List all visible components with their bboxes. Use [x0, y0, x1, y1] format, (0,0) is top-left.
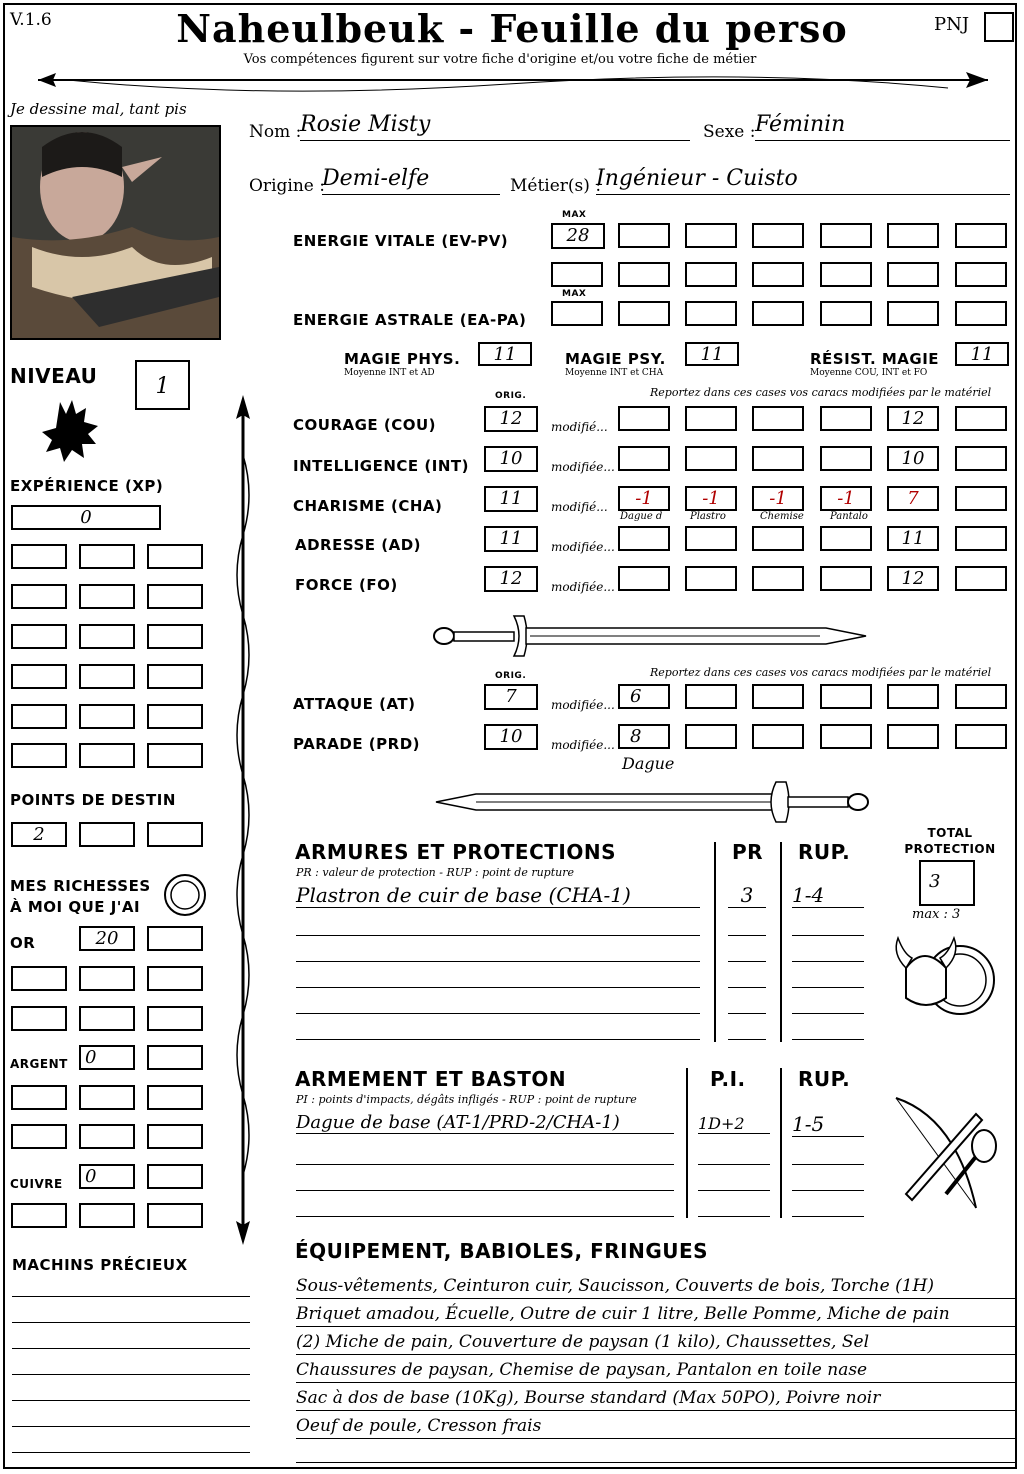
ev-box[interactable] [887, 262, 939, 287]
magie-psy-note: Moyenne INT et CHA [565, 368, 664, 378]
metier-label: Métier(s) : [510, 176, 602, 196]
attaque-mod-box[interactable] [887, 684, 939, 709]
cuivre-box[interactable] [11, 1203, 67, 1228]
charisme-mod-box[interactable]: -1 [752, 486, 804, 511]
weapon-line[interactable] [698, 1164, 770, 1165]
vertical-spear-icon [228, 395, 258, 1245]
weapon-line[interactable] [698, 1190, 770, 1191]
destin-box[interactable] [79, 822, 135, 847]
charisme-mod-box[interactable]: -1 [618, 486, 670, 511]
equipment-line[interactable]: Sac à dos de base (10Kg), Bourse standard (Max 50PO), Poivre noir [296, 1386, 1016, 1411]
armor-item[interactable]: Plastron de cuir de base (CHA-1) [296, 883, 700, 908]
charisme-mod-box[interactable]: -1 [685, 486, 737, 511]
weapons-divider [780, 1068, 782, 1218]
xp-label: EXPÉRIENCE (XP) [10, 477, 164, 495]
weapon-line[interactable] [296, 1164, 674, 1165]
ea-box[interactable] [618, 301, 670, 326]
xp-tally-box[interactable] [11, 664, 67, 689]
force-mod-box[interactable] [618, 566, 670, 591]
destin-box[interactable]: 2 [11, 822, 67, 847]
armor-note: PR : valeur de protection - RUP : point de rupture [296, 866, 574, 879]
cuivre-box[interactable]: 0 [79, 1164, 135, 1189]
parade-mod-box[interactable] [685, 724, 737, 749]
pnj-checkbox[interactable] [984, 12, 1014, 42]
ev-box[interactable] [752, 223, 804, 248]
machins-label: MACHINS PRÉCIEUX [12, 1256, 188, 1274]
argent-box[interactable] [11, 1124, 67, 1149]
weapon-line[interactable] [792, 1216, 864, 1217]
machins-line[interactable] [12, 1426, 250, 1427]
sexe-label: Sexe : [703, 122, 756, 142]
adresse-mod-box[interactable] [820, 526, 872, 551]
xp-tally-box[interactable] [147, 664, 203, 689]
cha-mod-note: Pantalo [830, 511, 868, 522]
courage-mod-box[interactable] [820, 406, 872, 431]
attaque-orig-box[interactable]: 7 [484, 684, 538, 710]
cuivre-box[interactable] [147, 1203, 203, 1228]
parade-mod-label: modifiée... [551, 738, 615, 752]
combat-report-note: Reportez dans ces cases vos caracs modifiées par le matériel [650, 666, 992, 679]
portrait-frame [10, 125, 221, 340]
ea-label: ENERGIE ASTRALE (EA-PA) [293, 311, 527, 329]
courage-orig-box[interactable]: 12 [484, 406, 538, 432]
weapon-line[interactable] [792, 1164, 864, 1165]
adresse-final-box[interactable]: 11 [887, 526, 939, 551]
or-box[interactable] [147, 966, 203, 991]
total-protection-label-2: PROTECTION [904, 842, 996, 856]
intelligence-mod-box[interactable] [618, 446, 670, 471]
equipment-line[interactable]: Oeuf de poule, Cresson frais [296, 1414, 1016, 1439]
xp-tally-box[interactable] [147, 704, 203, 729]
richesses-label-2: À MOI QUE J'AI [10, 898, 141, 916]
charisme-mod-box[interactable] [955, 486, 1007, 511]
equipment-line[interactable]: Sous-vêtements, Ceinturon cuir, Saucisson, Couverts de bois, Torche (1H) [296, 1274, 1016, 1299]
armor-pr-label: PR [732, 840, 764, 864]
argent-label: ARGENT [10, 1057, 68, 1071]
armor-line[interactable] [792, 987, 864, 988]
intelligence-orig-box[interactable]: 10 [484, 446, 538, 472]
xp-tally-box[interactable] [147, 584, 203, 609]
machins-line[interactable] [12, 1374, 250, 1375]
charisme-orig-box[interactable]: 11 [484, 486, 538, 512]
xp-tally-box[interactable] [11, 544, 67, 569]
machins-line[interactable] [12, 1322, 250, 1323]
intelligence-mod-box[interactable] [685, 446, 737, 471]
combat-orig-label: ORIG. [495, 671, 527, 681]
parade-orig-box[interactable]: 10 [484, 724, 538, 750]
argent-box[interactable] [147, 1085, 203, 1110]
xp-tally-box[interactable] [79, 664, 135, 689]
armor-line[interactable] [296, 987, 700, 988]
niveau-label: NIVEAU [10, 364, 98, 388]
courage-final-box[interactable]: 12 [887, 406, 939, 431]
adresse-mod-box[interactable] [955, 526, 1007, 551]
ea-max-label: MAX [562, 289, 587, 299]
portrait-image [12, 127, 219, 338]
weapon-line[interactable] [792, 1190, 864, 1191]
armor-line[interactable] [728, 1013, 766, 1014]
parade-mod-box[interactable] [820, 724, 872, 749]
argent-box[interactable] [79, 1124, 135, 1149]
argent-box[interactable] [79, 1085, 135, 1110]
or-box[interactable] [147, 926, 203, 951]
armor-line[interactable] [296, 1013, 700, 1014]
parade-mod-box[interactable] [955, 724, 1007, 749]
niveau-box[interactable]: 1 [135, 360, 190, 410]
adresse-mod-label: modifiée... [551, 540, 615, 554]
adresse-mod-box[interactable] [752, 526, 804, 551]
cuivre-box[interactable] [79, 1203, 135, 1228]
armor-pr-value[interactable]: 3 [728, 883, 766, 908]
xp-tally-box[interactable] [79, 584, 135, 609]
equipment-title: ÉQUIPEMENT, BABIOLES, FRINGUES [295, 1239, 709, 1263]
ea-box[interactable] [955, 301, 1007, 326]
ev-box[interactable] [887, 223, 939, 248]
nom-label: Nom : [249, 122, 302, 142]
ev-label: ENERGIE VITALE (EV-PV) [293, 232, 509, 250]
coin-icon [162, 872, 208, 918]
xp-tally-box[interactable] [147, 544, 203, 569]
ea-max-box[interactable] [551, 301, 603, 326]
xp-tally-box[interactable] [79, 624, 135, 649]
ev-box[interactable] [618, 262, 670, 287]
courage-mod-box[interactable] [618, 406, 670, 431]
equipment-line[interactable] [296, 1462, 1016, 1463]
or-box[interactable] [147, 1006, 203, 1031]
armor-line[interactable] [728, 935, 766, 936]
argent-box[interactable] [11, 1085, 67, 1110]
courage-mod-box[interactable] [955, 406, 1007, 431]
magie-phys-box[interactable]: 11 [478, 342, 532, 366]
helmet-shield-icon [888, 928, 998, 1024]
charisme-label: CHARISME (CHA) [293, 497, 443, 515]
armor-line[interactable] [792, 1013, 864, 1014]
weapons-pi-label: P.I. [710, 1067, 746, 1091]
attaque-mod-label: modifiée... [551, 698, 615, 712]
ev-max-box[interactable]: 28 [551, 223, 605, 249]
or-label: OR [10, 934, 36, 952]
ev-box[interactable] [752, 262, 804, 287]
destin-label: POINTS DE DESTIN [10, 791, 176, 809]
argent-box[interactable]: 0 [79, 1045, 135, 1070]
weapon-line[interactable] [698, 1216, 770, 1217]
armor-title: ARMURES ET PROTECTIONS [295, 840, 616, 864]
intelligence-label: INTELLIGENCE (INT) [293, 457, 469, 475]
parade-mod-box[interactable] [887, 724, 939, 749]
armor-line[interactable] [296, 961, 700, 962]
magie-psy-label: MAGIE PSY. [565, 350, 666, 368]
nom-field[interactable]: Rosie Misty [300, 112, 690, 141]
charisme-final-box[interactable]: 7 [887, 486, 939, 511]
force-orig-box[interactable]: 12 [484, 566, 538, 592]
attaque-mod-box[interactable]: 6 [618, 684, 670, 709]
ev-max-label: MAX [562, 210, 587, 220]
armor-rup-label: RUP. [798, 840, 851, 864]
cha-mod-note: Plastro [690, 511, 726, 522]
ev-box[interactable] [685, 262, 737, 287]
machins-line[interactable] [12, 1348, 250, 1349]
armor-line[interactable] [792, 1039, 864, 1040]
machins-line[interactable] [12, 1400, 250, 1401]
armor-rup-value[interactable]: 1-4 [792, 883, 864, 908]
force-mod-box[interactable] [685, 566, 737, 591]
ev-box[interactable] [955, 223, 1007, 248]
adresse-orig-box[interactable]: 11 [484, 526, 538, 552]
machins-line[interactable] [12, 1296, 250, 1297]
parade-mod-box[interactable]: 8 [618, 724, 670, 749]
ev-box[interactable] [820, 223, 872, 248]
ev-box[interactable] [820, 262, 872, 287]
armor-line[interactable] [728, 961, 766, 962]
sheet-subtitle: Vos compétences figurent sur votre fiche d'origine et/ou votre fiche de métier [243, 52, 757, 67]
adresse-mod-box[interactable] [685, 526, 737, 551]
weapons-icon [886, 1094, 1002, 1214]
attaque-mod-box[interactable] [820, 684, 872, 709]
equipment-line[interactable]: Briquet amadou, Écuelle, Outre de cuir 1 litre, Belle Pomme, Miche de pain [296, 1302, 1016, 1327]
weapon-line[interactable] [296, 1190, 674, 1191]
xp-tally-box[interactable] [147, 624, 203, 649]
attaque-mod-box[interactable] [752, 684, 804, 709]
total-protection-max: max : 3 [912, 907, 961, 922]
weapon-pi-value[interactable]: 1D+2 [698, 1114, 770, 1134]
courage-mod-label: modifié... [551, 420, 608, 434]
weapons-note: PI : points d'impacts, dégâts infligés - RUP : point de rupture [296, 1093, 637, 1106]
dragon-icon [40, 392, 106, 464]
equipment-line[interactable]: Chaussures de paysan, Chemise de paysan, Pantalon en toile nase [296, 1358, 1016, 1383]
armor-divider [714, 842, 716, 1042]
resist-magie-note: Moyenne COU, INT et FO [810, 368, 928, 378]
argent-box[interactable] [147, 1124, 203, 1149]
charisme-mod-box[interactable]: -1 [820, 486, 872, 511]
armor-line[interactable] [728, 1039, 766, 1040]
ea-box[interactable] [685, 301, 737, 326]
adresse-mod-box[interactable] [618, 526, 670, 551]
magie-phys-label: MAGIE PHYS. [344, 350, 461, 368]
sheet-title: Naheulbeuk - Feuille du perso [176, 6, 848, 51]
intelligence-mod-box[interactable] [955, 446, 1007, 471]
or-box[interactable] [79, 966, 135, 991]
origine-label: Origine : [249, 176, 325, 196]
xp-tally-box[interactable] [79, 704, 135, 729]
resist-magie-label: RÉSIST. MAGIE [810, 350, 940, 368]
or-box[interactable] [79, 1006, 135, 1031]
or-box[interactable] [11, 966, 67, 991]
equipment-line[interactable]: (2) Miche de pain, Couverture de paysan (1 kilo), Chaussettes, Sel [296, 1330, 1016, 1355]
weapons-divider [686, 1068, 688, 1218]
force-label: FORCE (FO) [295, 576, 398, 594]
ea-box[interactable] [752, 301, 804, 326]
courage-label: COURAGE (COU) [293, 416, 437, 434]
charisme-mod-label: modifié... [551, 500, 608, 514]
intelligence-mod-box[interactable] [820, 446, 872, 471]
xp-tally-box[interactable] [11, 584, 67, 609]
argent-box[interactable] [147, 1045, 203, 1070]
weapons-rup-label: RUP. [798, 1067, 851, 1091]
resist-magie-box[interactable]: 11 [955, 342, 1009, 366]
top-spear-icon [8, 68, 1014, 98]
armor-divider [780, 842, 782, 1042]
intelligence-mod-label: modifiée... [551, 460, 615, 474]
ev-box[interactable] [955, 262, 1007, 287]
attaque-mod-box[interactable] [685, 684, 737, 709]
ea-box[interactable] [887, 301, 939, 326]
portrait-caption: Je dessine mal, tant pis [10, 100, 187, 118]
attaque-label: ATTAQUE (AT) [293, 695, 416, 713]
force-mod-box[interactable] [752, 566, 804, 591]
force-final-box[interactable]: 12 [887, 566, 939, 591]
ev-box[interactable] [618, 223, 670, 248]
armor-line[interactable] [296, 935, 700, 936]
armor-line[interactable] [792, 961, 864, 962]
armor-line[interactable] [728, 987, 766, 988]
ev-box[interactable] [685, 223, 737, 248]
xp-tally-box[interactable] [11, 704, 67, 729]
weapon-item[interactable]: Dague de base (AT-1/PRD-2/CHA-1) [296, 1112, 674, 1134]
origine-field[interactable]: Demi-elfe [322, 166, 500, 195]
or-box[interactable] [11, 1006, 67, 1031]
parade-note: Dague [622, 754, 675, 773]
cha-mod-note: Dague d [620, 511, 663, 522]
courage-mod-box[interactable] [752, 406, 804, 431]
report-note: Reportez dans ces cases vos caracs modifiées par le matériel [650, 386, 992, 399]
force-mod-box[interactable] [820, 566, 872, 591]
sword-icon [430, 612, 870, 660]
cha-mod-note: Chemise [760, 511, 804, 522]
machins-line[interactable] [12, 1452, 250, 1453]
total-protection-label: TOTAL [927, 826, 973, 840]
force-mod-label: modifiée... [551, 580, 615, 594]
pnj-label: PNJ [934, 14, 970, 35]
xp-tally-box[interactable] [11, 743, 67, 768]
parade-label: PARADE (PRD) [293, 735, 421, 753]
cuivre-box[interactable] [147, 1164, 203, 1189]
courage-mod-box[interactable] [685, 406, 737, 431]
force-mod-box[interactable] [955, 566, 1007, 591]
orig-label: ORIG. [495, 391, 527, 401]
metier-field[interactable]: Ingénieur - Cuisto [596, 166, 1010, 195]
xp-box[interactable]: 0 [11, 505, 161, 530]
destin-box[interactable] [147, 822, 203, 847]
weapon-line[interactable] [296, 1216, 674, 1217]
intelligence-mod-box[interactable] [752, 446, 804, 471]
attaque-mod-box[interactable] [955, 684, 1007, 709]
xp-tally-box[interactable] [147, 743, 203, 768]
magie-phys-note: Moyenne INT et AD [344, 368, 435, 378]
cuivre-label: CUIVRE [10, 1177, 63, 1191]
parade-mod-box[interactable] [752, 724, 804, 749]
armor-line[interactable] [296, 1039, 700, 1040]
weapons-title: ARMEMENT ET BASTON [295, 1067, 567, 1091]
armor-line[interactable] [792, 935, 864, 936]
total-protection-box[interactable]: 3 [919, 860, 975, 906]
or-box[interactable]: 20 [79, 926, 135, 951]
xp-tally-box[interactable] [79, 544, 135, 569]
ea-box[interactable] [820, 301, 872, 326]
sexe-field[interactable]: Féminin [755, 112, 1010, 141]
intelligence-final-box[interactable]: 10 [887, 446, 939, 471]
xp-tally-box[interactable] [11, 624, 67, 649]
version-label: V.1.6 [10, 10, 52, 30]
adresse-label: ADRESSE (AD) [295, 536, 422, 554]
weapon-rup-value[interactable]: 1-5 [792, 1112, 864, 1137]
richesses-label: MES RICHESSES [10, 877, 151, 895]
magie-psy-box[interactable]: 11 [685, 342, 739, 366]
ev-box[interactable] [551, 262, 603, 287]
sword-icon [432, 778, 872, 826]
xp-tally-box[interactable] [79, 743, 135, 768]
